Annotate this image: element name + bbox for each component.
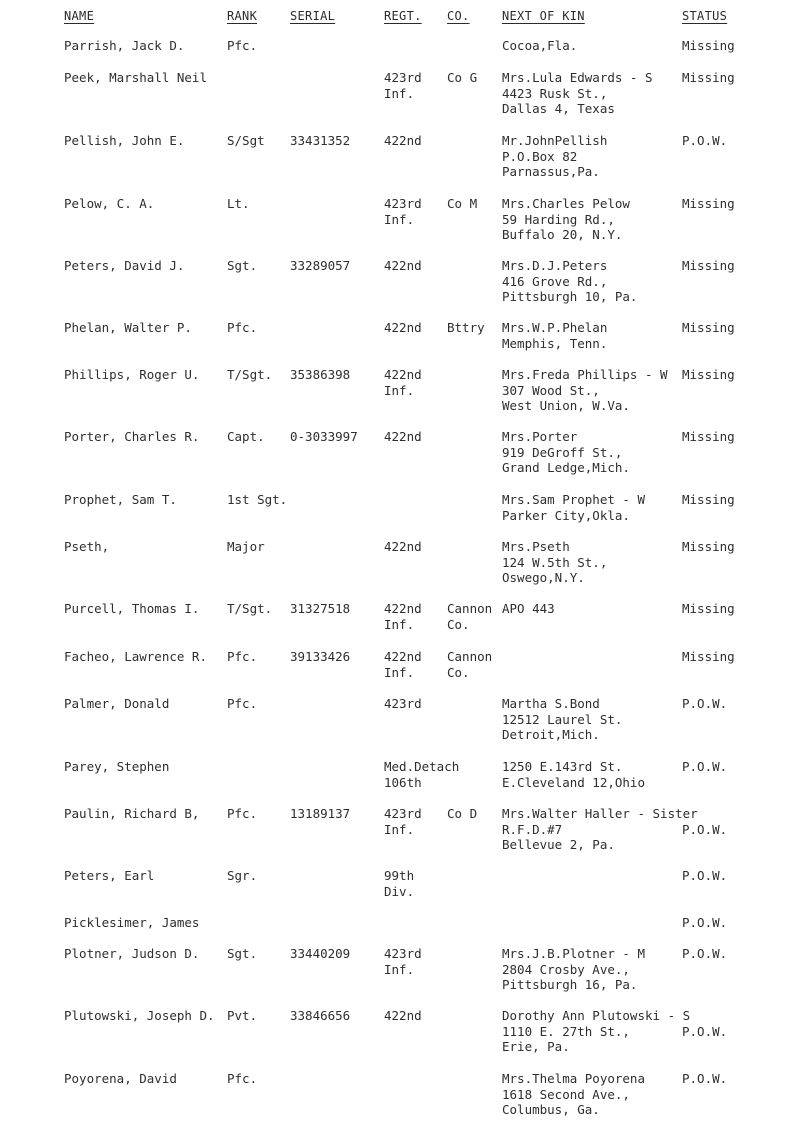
cell-rank: Pfc.	[227, 320, 258, 335]
cell-rank: Sgr.	[227, 868, 258, 883]
cell-name: Poyorena, David	[64, 1071, 177, 1086]
header-serial: SERIAL	[290, 9, 336, 23]
cell-rank: Lt.	[227, 196, 250, 211]
cell-name: Phillips, Roger U.	[64, 367, 200, 382]
cell-regt: 423rd Inf.	[384, 946, 422, 977]
cell-status: P.O.W.	[682, 915, 728, 930]
cell-regt: Med.Detach 106th	[384, 759, 460, 790]
cell-name: Purcell, Thomas I.	[64, 601, 200, 616]
cell-status: P.O.W.	[682, 868, 728, 883]
cell-co: Co G	[447, 70, 478, 85]
cell-status: Missing	[682, 367, 735, 382]
cell-status: P.O.W.	[682, 696, 728, 711]
cell-regt: 423rd Inf.	[384, 70, 422, 101]
cell-serial: 13189137	[290, 806, 351, 821]
cell-status: Missing	[682, 601, 735, 616]
cell-name: Peek, Marshall Neil	[64, 70, 207, 85]
cell-co: Bttry	[447, 320, 485, 335]
cell-serial: 33431352	[290, 133, 351, 148]
cell-serial: 0-3033997	[290, 429, 358, 444]
cell-status: P.O.W.	[682, 1023, 728, 1039]
cell-name: Porter, Charles R.	[64, 429, 200, 444]
header-status: STATUS	[682, 9, 728, 23]
cell-rank: Sgt.	[227, 946, 258, 961]
cell-next-of-kin: Mrs.Pseth 124 W.5th St., Oswego,N.Y.	[502, 539, 608, 586]
cell-status: P.O.W.	[682, 821, 728, 837]
cell-rank: Pfc.	[227, 806, 258, 821]
cell-serial: 33846656	[290, 1008, 351, 1023]
cell-status: P.O.W.	[682, 1071, 728, 1086]
cell-serial: 35386398	[290, 367, 351, 382]
cell-next-of-kin: Cocoa,Fla.	[502, 38, 578, 53]
cell-next-of-kin: Mrs.Charles Pelow 59 Harding Rd., Buffalo 20, N.Y.	[502, 196, 630, 243]
cell-name: Parey, Stephen	[64, 759, 170, 774]
cell-status: Missing	[682, 258, 735, 273]
cell-regt: 422nd	[384, 320, 422, 335]
header-regt: REGT.	[384, 9, 422, 23]
cell-status: P.O.W.	[682, 133, 728, 148]
cell-status: Missing	[682, 649, 735, 664]
cell-regt: 99th Div.	[384, 868, 415, 899]
cell-next-of-kin: Mrs.Lula Edwards - S 4423 Rusk St., Dallas 4, Texas	[502, 70, 653, 117]
cell-next-of-kin: Mrs.Porter 919 DeGroff St., Grand Ledge,Mich.	[502, 429, 630, 476]
cell-next-of-kin: 1250 E.143rd St. E.Cleveland 12,Ohio	[502, 759, 645, 790]
cell-rank: Capt.	[227, 429, 265, 444]
cell-name: Peters, David J.	[64, 258, 185, 273]
cell-rank: Pfc.	[227, 38, 258, 53]
cell-regt: 422nd	[384, 539, 422, 554]
cell-next-of-kin: Mrs.Freda Phillips - W 307 Wood St., West Union, W.Va.	[502, 367, 668, 414]
cell-serial: 33440209	[290, 946, 351, 961]
header-name: NAME	[64, 9, 95, 23]
cell-regt: 422nd	[384, 133, 422, 148]
cell-next-of-kin: Mrs.J.B.Plotner - M 2804 Crosby Ave., Pittsburgh 16, Pa.	[502, 946, 645, 993]
cell-rank: Sgt.	[227, 258, 258, 273]
cell-co: Cannon Co.	[447, 649, 493, 680]
header-co: CO.	[447, 9, 470, 23]
cell-status: Missing	[682, 429, 735, 444]
cell-regt: 422nd	[384, 1008, 422, 1023]
cell-status: Missing	[682, 70, 735, 85]
cell-status: Missing	[682, 38, 735, 53]
cell-rank: T/Sgt.	[227, 601, 273, 616]
cell-co: Cannon Co.	[447, 601, 493, 632]
cell-name: Prophet, Sam T.	[64, 492, 177, 507]
cell-rank: Pfc.	[227, 649, 258, 664]
cell-rank: Pvt.	[227, 1008, 258, 1023]
cell-name: Plotner, Judson D.	[64, 946, 200, 961]
header-rank: RANK	[227, 9, 258, 23]
cell-regt: 422nd Inf.	[384, 367, 422, 398]
cell-next-of-kin: Dorothy Ann Plutowski - S 1110 E. 27th St., Erie, Pa.	[502, 1008, 691, 1055]
cell-regt: 423rd Inf.	[384, 196, 422, 227]
cell-status: Missing	[682, 320, 735, 335]
cell-next-of-kin: Mrs.Walter Haller - Sister R.F.D.#7 Bellevue 2, Pa.	[502, 806, 698, 853]
cell-serial: 31327518	[290, 601, 351, 616]
cell-next-of-kin: Mrs.D.J.Peters 416 Grove Rd., Pittsburgh 10, Pa.	[502, 258, 638, 305]
cell-next-of-kin: Mrs.Sam Prophet - W Parker City,Okla.	[502, 492, 645, 523]
cell-regt: 422nd	[384, 429, 422, 444]
cell-co: Co M	[447, 196, 478, 211]
cell-next-of-kin: APO 443	[502, 601, 555, 616]
cell-name: Picklesimer, James	[64, 915, 200, 930]
cell-rank: Major	[227, 539, 265, 554]
header-kin: NEXT OF KIN	[502, 9, 585, 23]
cell-regt: 422nd	[384, 258, 422, 273]
cell-co: Co D	[447, 806, 478, 821]
cell-rank: Pfc.	[227, 1071, 258, 1086]
cell-regt: 423rd Inf.	[384, 806, 422, 837]
cell-name: Plutowski, Joseph D.	[64, 1008, 215, 1023]
cell-rank: S/Sgt	[227, 133, 265, 148]
cell-rank: 1st Sgt.	[227, 492, 288, 507]
cell-next-of-kin: Mr.JohnPellish P.O.Box 82 Parnassus,Pa.	[502, 133, 608, 180]
cell-name: Peters, Earl	[64, 868, 155, 883]
cell-serial: 33289057	[290, 258, 351, 273]
cell-status: Missing	[682, 492, 735, 507]
cell-name: Pellish, John E.	[64, 133, 185, 148]
cell-regt: 422nd Inf.	[384, 601, 422, 632]
cell-next-of-kin: Mrs.Thelma Poyorena 1618 Second Ave., Columbus, Ga.	[502, 1071, 645, 1118]
cell-name: Paulin, Richard B,	[64, 806, 200, 821]
cell-regt: 423rd	[384, 696, 422, 711]
cell-next-of-kin: Martha S.Bond 12512 Laurel St. Detroit,Mich.	[502, 696, 623, 743]
cell-name: Palmer, Donald	[64, 696, 170, 711]
cell-rank: T/Sgt.	[227, 367, 273, 382]
cell-next-of-kin: Mrs.W.P.Phelan Memphis, Tenn.	[502, 320, 608, 351]
cell-rank: Pfc.	[227, 696, 258, 711]
cell-status: P.O.W.	[682, 946, 728, 961]
cell-name: Facheo, Lawrence R.	[64, 649, 207, 664]
cell-regt: 422nd Inf.	[384, 649, 422, 680]
cell-name: Parrish, Jack D.	[64, 38, 185, 53]
cell-name: Phelan, Walter P.	[64, 320, 192, 335]
cell-name: Pseth,	[64, 539, 110, 554]
cell-status: Missing	[682, 196, 735, 211]
cell-status: P.O.W.	[682, 759, 728, 774]
cell-status: Missing	[682, 539, 735, 554]
cell-serial: 39133426	[290, 649, 351, 664]
cell-name: Pelow, C. A.	[64, 196, 155, 211]
